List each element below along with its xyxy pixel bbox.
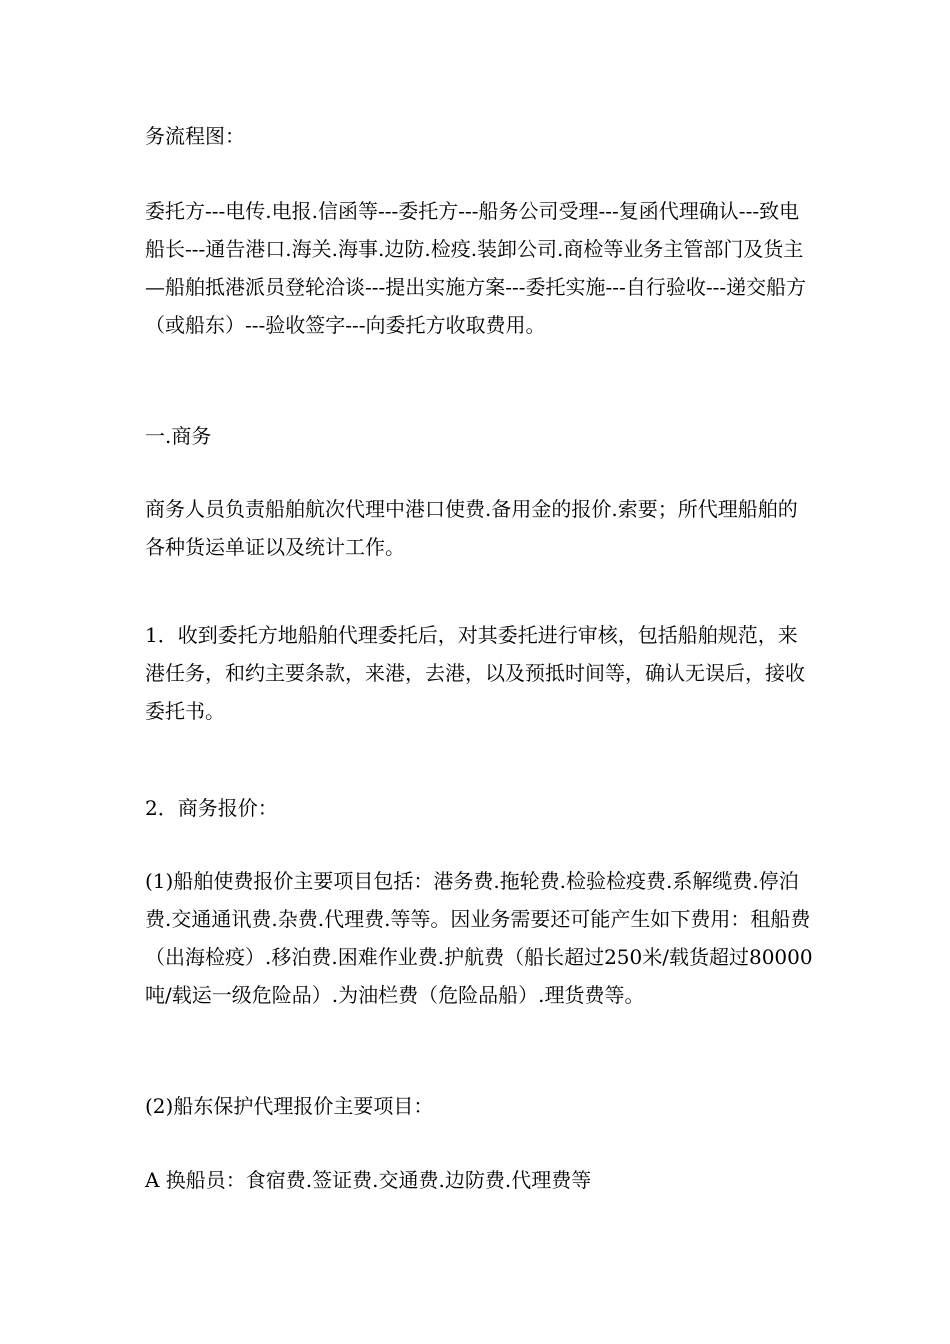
paragraph-item-2-2: (2)船东保护代理报价主要项目： — [145, 1094, 434, 1118]
paragraph-item-2-heading: 2．商务报价： — [145, 796, 278, 820]
section-heading-commerce: 一.商务 — [145, 424, 212, 448]
paragraph-item-a: A 换船员：食宿费.签证费.交通费.边防费.代理费等 — [145, 1168, 592, 1192]
paragraph-item-1: 1．收到委托方地船舶代理委托后，对其委托进行审核，包括船舶规范，来港任务，和约主要条款，来港，去港，以及预抵时间等，确认无误后，接收委托书。 — [145, 623, 805, 723]
paragraph-item-2-1: (1)船舶使费报价主要项目包括：港务费.拖轮费.检验检疫费.系解缆费.停泊费.交通通讯费.杂费.代理费.等等。因业务需要还可能产生如下费用：租船费（出海检疫）.移泊费.困难作业费.护航费（船长超过250米/载货超过80000吨/载运一级危险品）.为油栏费（危险品船）.理货费等。 — [145, 869, 813, 1007]
paragraph-flowchart-heading: 务流程图： — [145, 124, 245, 148]
paragraph-flowchart-steps: 委托方---电传.电报.信函等---委托方---船务公司受理---复函代理确认---致电船长---通告港口.海关.海事.边防.检疫.装卸公司.商检等业务主管部门及货主—船舶抵港派员登轮洽谈---提出实施方案---委托实施---自行验收---递交船方（或船东）---验收签字---向委托方收取费用。 — [145, 199, 807, 337]
paragraph-commerce-duties: 商务人员负责船舶航次代理中港口使费.备用金的报价.索要；所代理船舶的各种货运单证以及统计工作。 — [145, 497, 798, 559]
